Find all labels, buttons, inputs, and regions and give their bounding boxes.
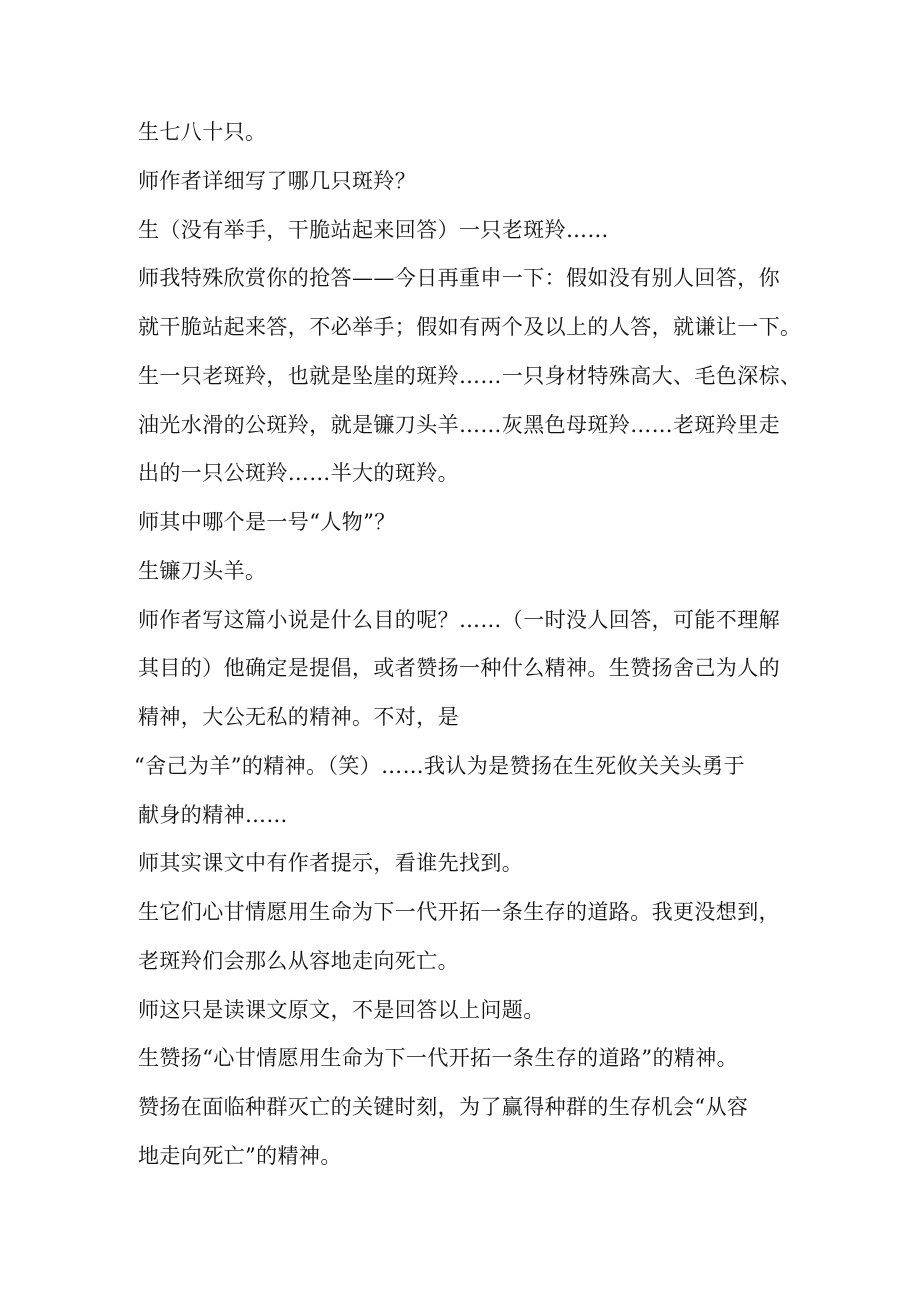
text-line: 生七八十只。 — [138, 120, 267, 144]
text-line: 老斑羚们会那么从容地走向死亡。 — [138, 948, 459, 973]
text-line: 生镰刀头羊。 — [138, 558, 267, 583]
text-line: 师作者写这篇小说是什么目的呢？……（一时没人回答，可能不理解 — [138, 607, 780, 632]
text-line: 生一只老斑羚，也就是坠崖的斑羚……一只身材特殊高大、毛色深棕、 — [138, 363, 802, 388]
transcript-body — [134, 108, 802, 1181]
text-line: 出的一只公斑羚……半大的斑羚。 — [138, 461, 459, 486]
text-line: 赞扬在面临种群灭亡的关键时刻，为了赢得种群的生存机会“从容 — [138, 1095, 749, 1119]
text-line: 师我特殊欣赏你的抢答——今日再重申一下：假如没有别人回答，你 — [138, 266, 780, 291]
text-line: 就干脆站起来答，不必举手；假如有两个及以上的人答，就谦让一下。 — [138, 315, 802, 339]
text-line: 师其中哪个是一号“人物”？ — [138, 510, 396, 534]
text-line: 生它们心甘情愿用生命为下一代开拓一条生存的道路。我更没想到， — [138, 900, 780, 924]
text-line: 师这只是读课文原文，不是回答以上问题。 — [138, 997, 545, 1022]
text-line: 精神，大公无私的精神。不对，是 — [138, 705, 459, 729]
text-line: 生赞扬“心甘情愿用生命为下一代开拓一条生存的道路”的精神。 — [138, 1046, 739, 1071]
text-line: “舍己为羊”的精神。（笑）……我认为是赞扬在生死攸关关头勇于 — [134, 753, 745, 778]
text-line: 油光水滑的公斑羚，就是镰刀头羊……灰黑色母斑羚……老斑羚里走 — [138, 412, 780, 437]
text-line: 献身的精神…… — [138, 802, 288, 827]
text-line: 生（没有举手，干脆站起来回答）一只老斑羚…… — [138, 217, 609, 242]
text-line: 师其实课文中有作者提示，看谁先找到。 — [138, 851, 524, 876]
text-line: 地走向死亡”的精神。 — [138, 1143, 342, 1168]
text-line: 师作者详细写了哪几只斑羚？ — [138, 168, 417, 193]
text-line: 其目的）他确定是提倡，或者赞扬一种什么精神。生赞扬舍己为人的 — [138, 656, 780, 681]
